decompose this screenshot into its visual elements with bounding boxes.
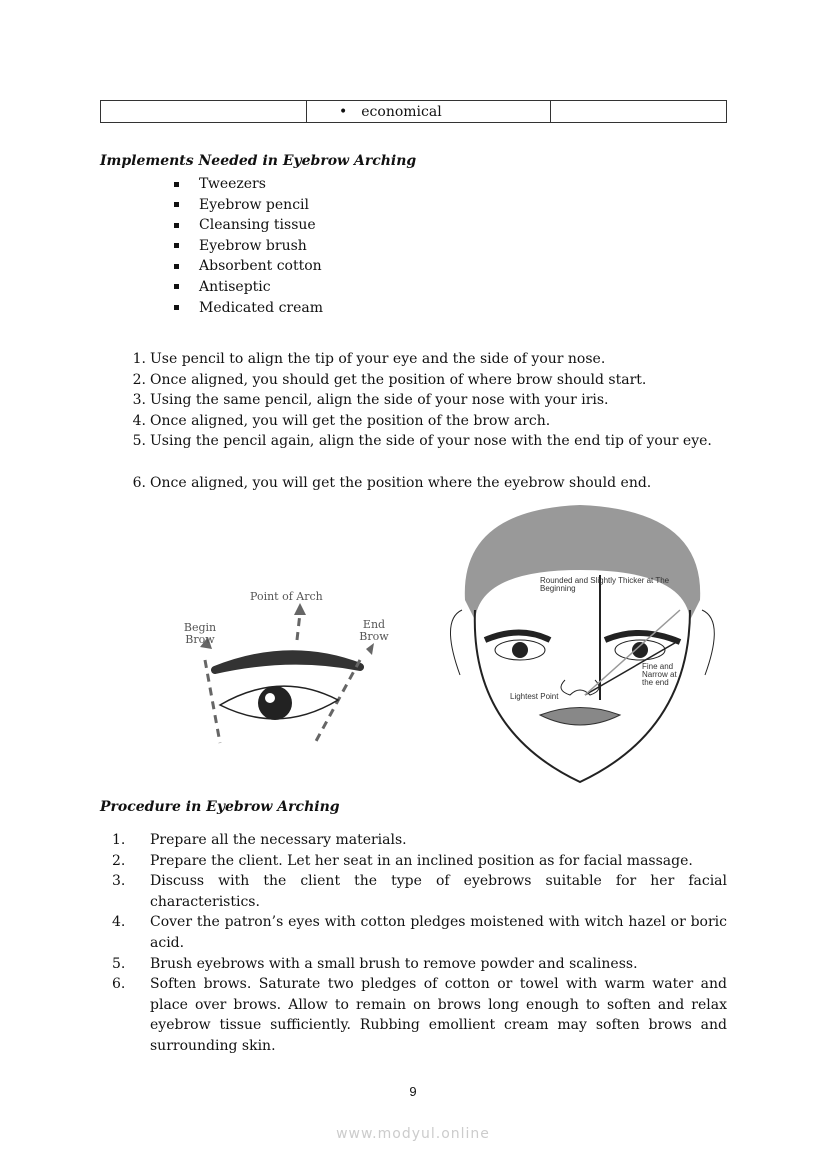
list-number: 6.	[112, 976, 126, 993]
list-text: Brush eyebrows with a small brush to remove powder and scaliness.	[150, 955, 638, 972]
bullet-icon	[174, 182, 179, 187]
label-begin-brow: Begin Brow	[183, 621, 217, 646]
bullet-icon	[174, 202, 179, 207]
implement-item	[174, 215, 323, 236]
list-text: Once aligned, you will get the position of the brow arch.	[150, 412, 551, 429]
implement-label: Eyebrow pencil	[199, 196, 309, 213]
label-point-of-arch: Point of Arch	[250, 590, 323, 603]
list-text: Soften brows. Saturate two pledges of cotton or towel with warm water and place over brows. Allow to remain on brows long enough to soften and relax eyebrow tissue sufficiently. Rubbing emollient cream may soften brows and surrounding skin.	[150, 976, 727, 1054]
table-cell: • economical	[307, 101, 551, 123]
table-fragment	[100, 100, 727, 123]
implement-label: Cleansing tissue	[199, 217, 316, 234]
bullet-icon	[174, 223, 179, 228]
label-end-brow: End Brow	[359, 618, 389, 643]
list-number: 1.	[132, 351, 146, 367]
list-text: Once aligned, you should get the position of where brow should start.	[150, 371, 647, 388]
list-number: 1.	[112, 832, 126, 848]
table-cell	[551, 101, 727, 123]
list-number: 6.	[132, 474, 146, 491]
list-text: Using the pencil again, align the side of your nose with the end tip of your eye.	[150, 433, 712, 450]
list-number: 4.	[132, 412, 146, 429]
implement-item	[174, 298, 323, 319]
list-text: Once aligned, you will get the position where the eyebrow should end.	[150, 474, 652, 491]
list-number: 2.	[112, 852, 126, 869]
implement-label: Eyebrow brush	[199, 237, 307, 254]
implement-label: Antiseptic	[199, 278, 271, 295]
list-text: Using the same pencil, align the side of your nose with your iris.	[150, 392, 609, 409]
list-text: Prepare the client. Let her seat in an inclined position as for facial massage.	[150, 852, 693, 869]
implement-label: Absorbent cotton	[199, 258, 322, 275]
watermark: www.modyul.online	[336, 1126, 490, 1142]
implement-item	[174, 277, 323, 298]
list-number: 2.	[132, 371, 146, 388]
implements-heading: Implements Needed in Eyebrow Arching	[100, 153, 417, 169]
label-lightest-point: Lightest Point	[510, 692, 559, 701]
list-number: 3.	[112, 873, 126, 890]
list-text: Cover the patron’s eyes with cotton pledges moistened with witch hazel or boric acid.	[150, 914, 727, 951]
implements-list	[174, 174, 323, 318]
list-number: 4.	[112, 914, 126, 931]
implement-label: Medicated cream	[199, 299, 324, 316]
eyebrow-points-diagram	[170, 585, 400, 750]
label-fine-narrow: Fine and Narrow at the end	[642, 662, 677, 687]
bullet-icon	[174, 243, 179, 248]
list-text: Prepare all the necessary materials.	[150, 832, 407, 848]
bullet-icon	[174, 284, 179, 289]
bullet-icon	[174, 264, 179, 269]
list-number: 3.	[132, 392, 146, 409]
list-number: 5.	[112, 955, 126, 972]
implement-label: Tweezers	[199, 176, 266, 192]
procedure-heading: Procedure in Eyebrow Arching	[100, 799, 340, 815]
face-diagram	[440, 500, 730, 790]
implement-item	[174, 174, 323, 195]
list-text: Discuss with the client the type of eyebrows suitable for her facial characteristics.	[150, 873, 727, 910]
page-number: 9	[409, 1084, 417, 1099]
bullet-icon	[174, 305, 179, 310]
implement-item	[174, 195, 323, 216]
table-cell	[101, 101, 307, 123]
implement-item	[174, 236, 323, 257]
list-text: Use pencil to align the tip of your eye and the side of your nose.	[150, 351, 606, 367]
implement-item	[174, 256, 323, 277]
table-cell-text: economical	[361, 103, 442, 120]
label-rounded-thicker: Rounded and Slightly Thicker at The Beginning	[540, 576, 670, 593]
list-number: 5.	[132, 433, 146, 450]
